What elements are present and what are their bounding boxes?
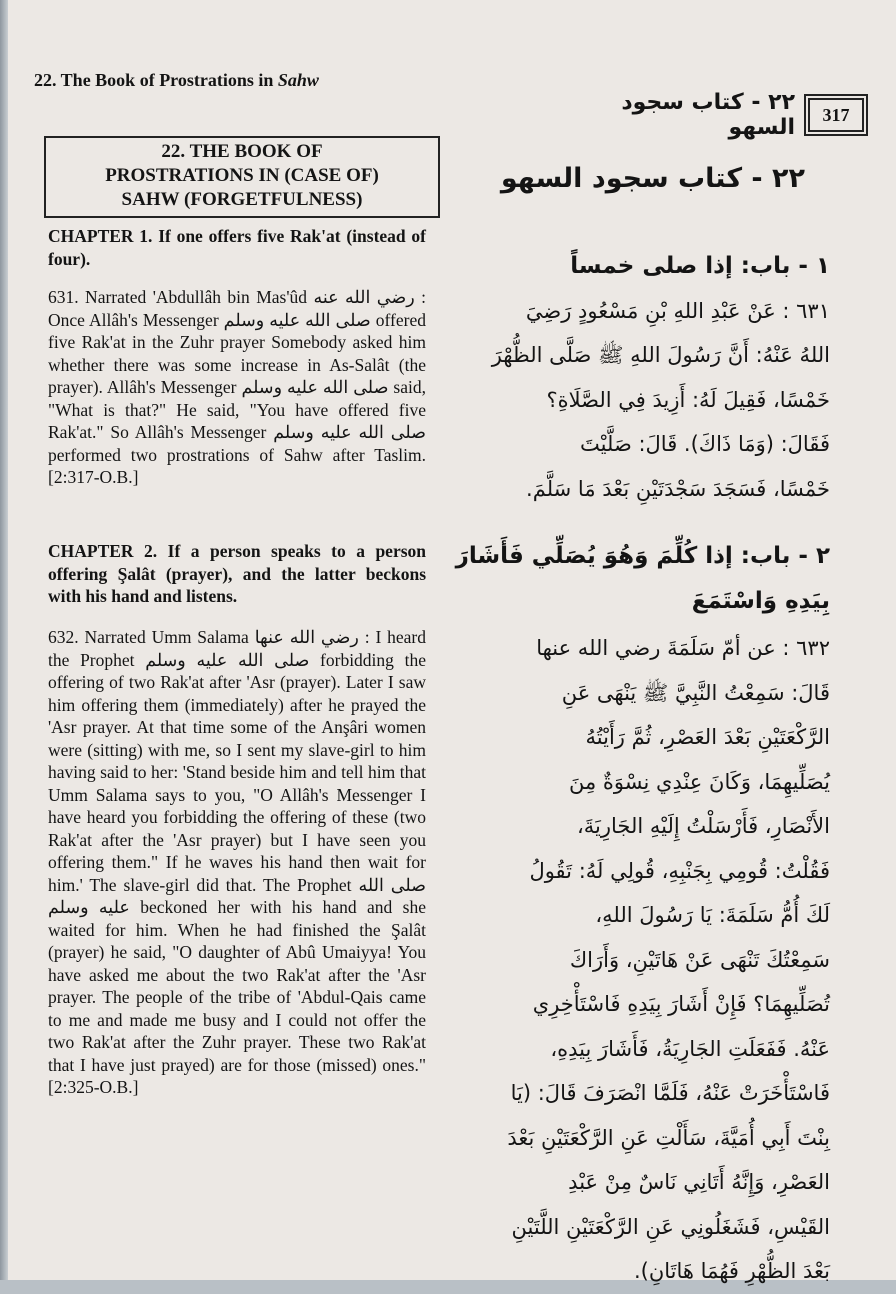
arabic-chapter-2: [440, 534, 830, 623]
running-head-english: [34, 70, 319, 91]
arabic-book-title: ٢٢ - كتاب سجود السهو: [500, 163, 805, 194]
running-head-text: 22. The Book of Prostrations in: [34, 70, 278, 90]
arabic-632-line: بِنْتَ أَبِي أُمَيَّةَ، سَأَلْتِ عَنِ الرَّكْعَتَيْنِ بَعْدَ: [507, 1125, 830, 1150]
running-head-arabic: ٢٢ - كتاب سجود السهو: [621, 90, 795, 140]
arabic-bab-2: بِيَدِهِ وَاسْتَمَعَ: [691, 587, 830, 614]
chapter-1-heading: CHAPTER 1. If one offers five Rak'at (instead of four).: [48, 226, 426, 269]
arabic-632-line: يُصَلِّيهِمَا، وَكَانَ عِنْدِي نِسْوَةٌ مِنَ: [569, 769, 830, 794]
arabic-631-line: خَمْسًا، فَقِيلَ لَهُ: أَزِيدَ فِي الصَّلَاةِ؟: [546, 387, 830, 412]
hadith-631-english: 631. Narrated 'Abdullâh bin Mas'ûd رضي الله عنه : Once Allâh's Messenger صلى الله عليه وسلم offered five Rak'at in the Zuhr prayer Somebody asked him whether there was some increase in As-Salât (the prayer). Allâh's Messenger صلى الله عليه وسلم said, "What is that?" He said, "You have offered five Rak'at." So Allâh's Messenger صلى الله عليه وسلم performed two prostrations of Sahw after Taslim. [2:317-O.B.]: [48, 287, 426, 487]
arabic-632-line: الأَنْصَارِ، فَأَرْسَلْتُ إِلَيْهِ الجَارِيَةَ،: [577, 814, 830, 838]
arabic-632-line: قَالَ: سَمِعْتُ النَّبِيَّ ﷺ يَنْهَى عَنِ: [561, 680, 830, 705]
arabic-632-line: تُصَلِّيهِمَا؟ فَإِنْ أَشَارَ بِيَدِهِ فَاسْتَأْخِرِي: [532, 992, 830, 1016]
book-title-line2: PROSTRATIONS IN (CASE OF): [105, 165, 379, 186]
arabic-632-line: لَكَ أُمُّ سَلَمَةَ: يَا رَسُولَ اللهِ،: [595, 903, 830, 927]
arabic-631-line: ٦٣١ : عَنْ عَبْدِ اللهِ بْنِ مَسْعُودٍ رَضِيَ: [525, 298, 830, 323]
arabic-632-line: فَاسْتَأْخَرَتْ عَنْهُ، فَلَمَّا انْصَرَفَ قَالَ: (يَا: [510, 1081, 830, 1105]
arabic-631-line: اللهُ عَنْهُ: أَنَّ رَسُولَ اللهِ ﷺ صَلَّى الظُّهْرَ: [491, 343, 830, 367]
arabic-chapter-1: [440, 244, 830, 511]
arabic-632-line: القَيْسِ، فَشَغَلُونِي عَنِ الرَّكْعَتَيْنِ اللَّتَيْنِ: [511, 1214, 830, 1239]
arabic-631-line: خَمْسًا، فَسَجَدَ سَجْدَتَيْنِ بَعْدَ مَا سَلَّمَ.: [526, 476, 830, 501]
arabic-632-line: بَعْدَ الظُّهْرِ فَهُمَا هَاتَانِ).: [633, 1259, 830, 1283]
arabic-632-line: ٦٣٢ : عن أمّ سَلَمَةَ رضي الله عنها: [536, 636, 830, 660]
arabic-bab-2: ٢ - باب: إذا كُلِّمَ وَهُوَ يُصَلِّي فَأَشَارَ: [455, 543, 830, 569]
book-title-line3: SAHW (FORGETFULNESS): [121, 189, 363, 210]
arabic-632-line: عَنْهُ. فَفَعَلَتِ الجَارِيَةُ، فَأَشَارَ بِيَدِهِ،: [550, 1036, 830, 1061]
arabic-bab-1: ١ - باب: إذا صلى خمساً: [570, 253, 830, 279]
arabic-632-line: سَمِعْتُكَ تَنْهَى عَنْ هَاتَيْنِ، وَأَرَاكَ: [569, 947, 830, 972]
arabic-632-line: العَصْرِ، وَإِنَّهُ أَتَانِي نَاسٌ مِنْ عَبْدِ: [568, 1170, 830, 1194]
book-title-line1: 22. THE BOOK OF: [161, 141, 323, 162]
arabic-631-line: فَقَالَ: (وَمَا ذَاكَ). قَالَ: صَلَّيْتَ: [580, 432, 830, 456]
chapter-2-heading: CHAPTER 2. If a person speaks to a person offering Şalât (prayer), and the latter beckons with his hand and listens.: [48, 541, 426, 606]
book-title-box: [44, 136, 440, 218]
arabic-hadith-632: [440, 626, 830, 1294]
arabic-632-line: فَقُلْتُ: قُومِي بِجَنْبِهِ، قُولِي لَهُ: تَقُولُ: [529, 858, 830, 883]
arabic-632-line: الرَّكْعَتَيْنِ بَعْدَ العَصْرِ، ثُمَّ رَأَيْتُهُ: [585, 725, 830, 749]
page-number: 317: [808, 98, 864, 132]
running-head-italic: Sahw: [277, 70, 319, 90]
book-spine: [0, 0, 8, 1280]
hadith-632-english: 632. Narrated Umm Salama رضي الله عنها : I heard the Prophet صلى الله عليه وسلم forbidding the offering of two Rak'at after 'Asr (prayer). Later I saw him offering them (immediately) after he prayed the 'Asr prayer. At that time some of the Anşâri women were (sitting) with me, so I sent my slave-girl to him having said to her: 'Stand beside him and tell him that Umm Salama says to you, "O Allâh's Messenger I have heard you forbidding the offering of these (two Rak'at after the 'Asr prayer) but I have seen you offering them." If he waves his hand then wait for him.' The slave-girl did that. The Prophet صلى الله عليه وسلم beckoned her with his hand and she waited for him. When he had finished the Şalât (prayer) he said, "O daughter of Abû Umaiyya! You have asked me about the two Rak'at after the 'Asr prayer. The people of the tribe of 'Abdul-Qais came to me and made me busy and I could not offer the two Rak'at after the Zuhr prayer. These two Rak'at that I have just prayed) are for those (missed) ones." [2:325-O.B.]: [48, 627, 427, 1097]
